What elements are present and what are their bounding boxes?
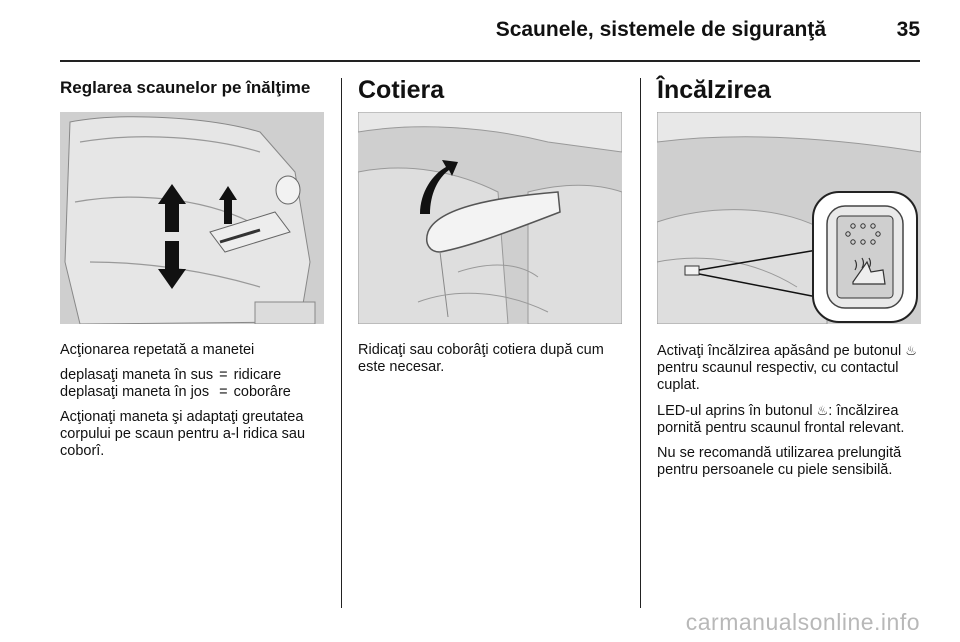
result-cell: coborâre [233,384,291,400]
page-header-title: Scaunele, sistemele de siguranţă [495,18,826,41]
body-text: Nu se recomandă utilizarea prelungită pentru persoanele cu piele sensibilă. [657,445,902,478]
result-cell: ridicare [233,367,282,383]
seat-height-section [60,76,324,460]
header-divider [60,60,920,62]
watermark: carmanualsonline.info [685,609,920,635]
section-heading: Încălzirea [657,76,771,104]
action-cell: deplasaţi maneta în sus [60,367,214,383]
column-divider [341,78,342,608]
equals-cell: = [219,367,228,383]
action-cell: deplasaţi maneta în jos [60,384,210,400]
intro-text: Acţionarea repetată a manetei [60,342,255,358]
body-text-part: Activaţi încălzirea apăsând pe butonul [657,343,902,359]
seat-heating-section [657,76,921,479]
body-text [657,402,921,437]
lever-action-table [60,367,291,401]
body-text: Ridicaţi sau coborâţi cotiera după cum este necesar. [358,342,604,375]
table-row [60,384,291,401]
body-text-part: pentru scaunul respectiv, cu contactul cuplat. [657,360,899,393]
body-text [657,342,921,394]
seat-heating-icon: ♨ [905,343,917,358]
column-divider [640,78,641,608]
page-number: 35 [896,18,920,41]
equals-cell: = [219,384,228,400]
armrest-section [358,76,622,376]
body-text-part: LED-ul aprins în butonul [657,403,813,419]
section-heading: Cotiera [358,76,445,104]
seat-heating-icon: ♨ [816,403,829,418]
table-row [60,367,291,384]
seat-height-illustration [60,112,324,324]
seat-heating-illustration [657,112,921,324]
armrest-illustration [358,112,622,324]
body-text: Acţionaţi maneta şi adaptaţi greutatea corpului pe scaun pentru a-l ridica sau coborî. [60,409,306,459]
section-heading: Reglarea scaunelor pe înălţime [60,78,311,97]
body-text-part: : încălzirea pornită pentru scaunul frontal relevant. [657,403,905,436]
